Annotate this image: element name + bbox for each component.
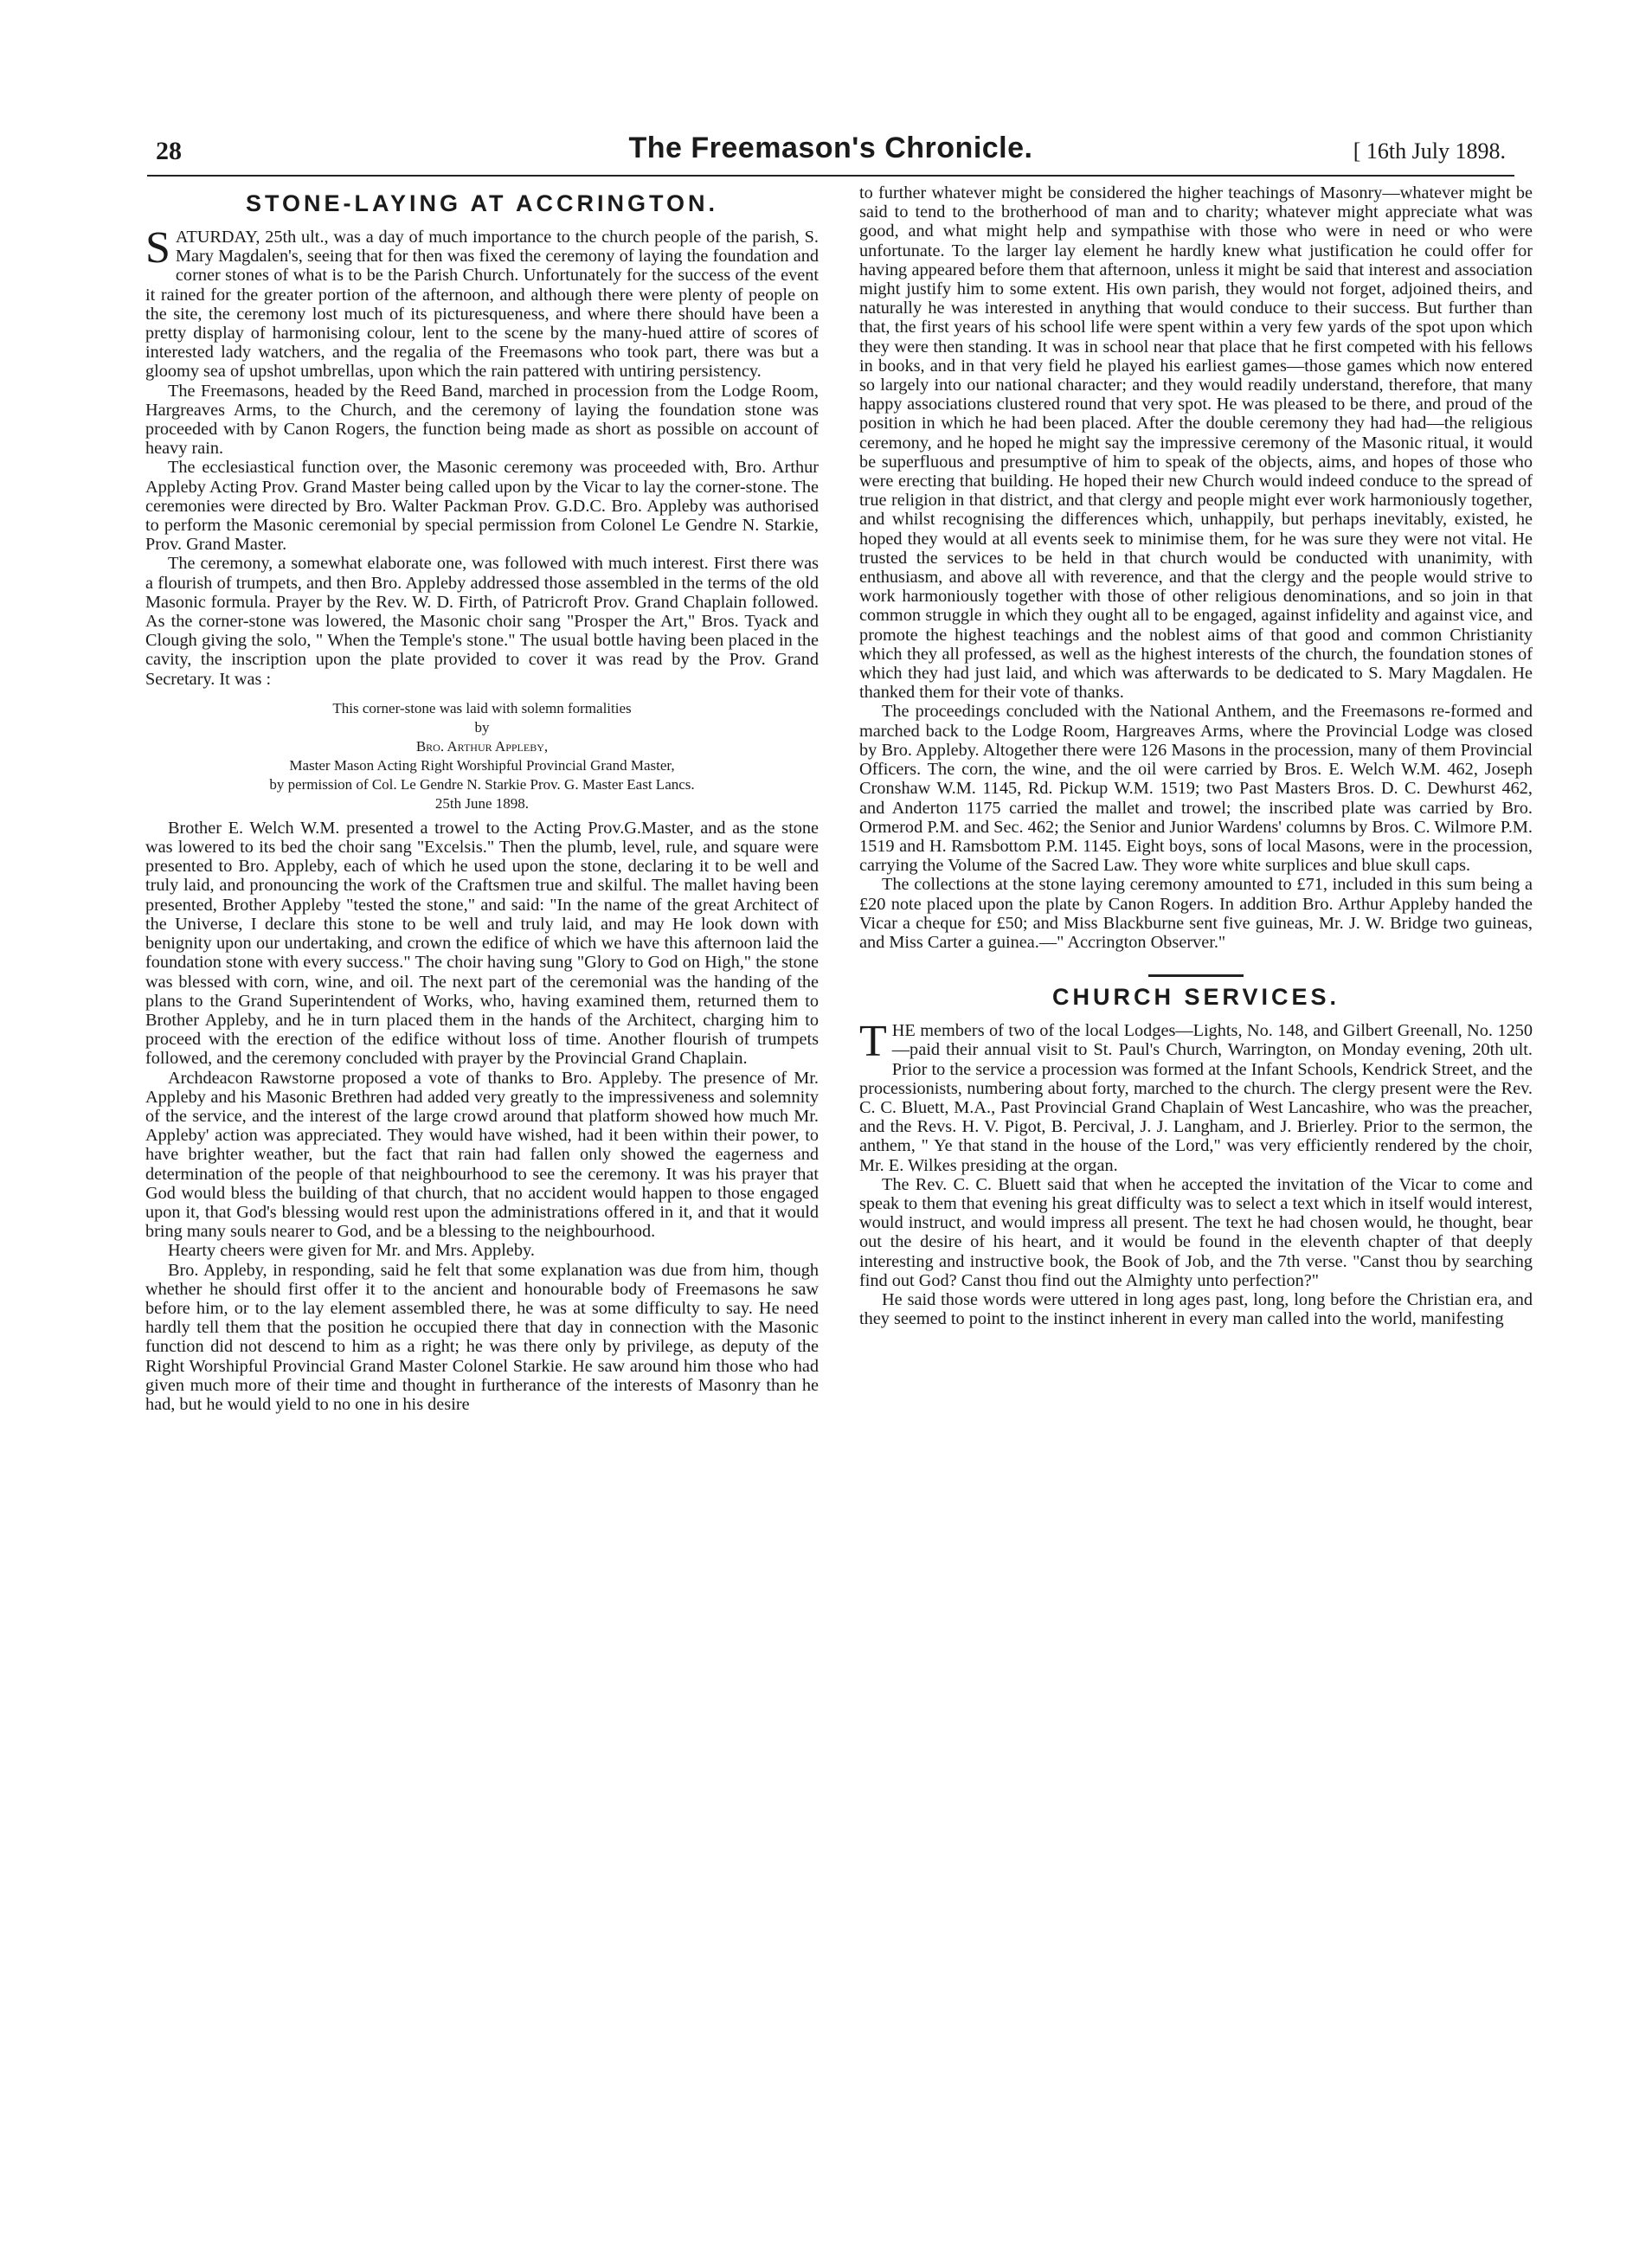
- article-paragraph: The ceremony, a somewhat elaborate one, was followed with much interest. First there was a flourish of trumpets, and then Bro. Appleby addressed those assembled in the terms of the old Masonic formula. Prayer by the Rev. W. D. Firth, of Patricroft Prov. Grand Chaplain followed. As the corner-stone was lowered, the Masonic choir sang "Prosper the Art," Bros. Tyack and Clough giving the solo, " When the Temple's stone." The usual bottle having been placed in the cavity, the inscription upon the plate provided to cover it was read by the Prov. Grand Secretary. It was :: [145, 554, 819, 689]
- inscription-line: by permission of Col. Le Gendre N. Starkie Prov. G. Master East Lancs.: [269, 775, 695, 793]
- page-number: 28: [156, 137, 182, 165]
- inscription-line: 25th June 1898.: [434, 794, 530, 812]
- right-column: [859, 183, 1533, 1328]
- article-paragraph: Bro. Appleby, in responding, said he felt that some explanation was due from him, though whether he should first offer it to the ancient and honourable body of Freemasons he saw before him, or to the lay element assembled there, he was at some difficulty to say. He need hardly tell them that the position he occupied there that day in connection with the Masonic function did not descend to him as a right; he was there only by privilege, as deputy of the Right Worshipful Provincial Grand Master Colonel Starkie. He saw around him those who had given much more of their time and thought in furtherance of the interests of Masonry than he had, but he would yield to no one in his desire: [145, 1260, 819, 1414]
- article-paragraph: SATURDAY, 25th ult., was a day of much importance to the church people of the parish, S. Mary Magdalen's, seeing that for then was fixed the ceremony of laying the foundation and corner stones of what is to be the Parish Church. Unfortunately for the success of the event it rained for the greater portion of the afternoon, and although there were plenty of people on the site, the ceremony lost much of its picturesqueness, and where there should have been a pretty display of harmonising colour, lent to the scene by the many-hued attire of scores of interested lady watchers, and the regalia of the Freemasons who took part, there was but a gloomy sea of upshot umbrellas, upon which the rain pattered with untiring persistency.: [145, 223, 819, 382]
- article-paragraph: Hearty cheers were given for Mr. and Mrs. Appleby.: [168, 1241, 535, 1261]
- inscription-line: Master Mason Acting Right Worshipful Provincial Grand Master,: [289, 756, 675, 774]
- article-paragraph: The Freemasons, headed by the Reed Band, marched in procession from the Lodge Room, Hargreaves Arms, to the Church, and the ceremony of laying the foundation stone was proceeded with by Canon Rogers, the function being made as short as possible on account of heavy rain.: [145, 381, 819, 459]
- article-paragraph: to further whatever might be considered the higher teachings of Masonry—whatever might be said to tend to the brotherhood of man and to charity; whatever might appreciate what was good, and what might help and sympathise with those who were in need or who were unfortunate. To the larger lay element he hardly knew what justification he could offer for having appeared before them that afternoon, unless it might be said that interest and association might justify him to some extent. His own parish, they would not forget, adjoined theirs, and naturally he was interested in anything that would conduce to their success. But further than that, the first years of his school life were spent within a very few yards of the spot upon which they were then standing. It was in school near that place that he first competed with his fellows in books, and in that very field he played his earliest games—those games which now entered so largely into our national character; and they would readily understand, therefore, that many happy associations clustered round that very spot. He was pleased to be there, and proud of the position in which he had been placed. After the double ceremony they had had—the religious ceremony, and he hoped he might say the impressive ceremony of the Masonic ritual, it would be superfluous and presumptive of him to speak of the objects, aims, and hopes of those who were erecting that building. He hoped their new Church would indeed conduce to the spread of true religion in that district, and that clergy and people might ever work harmoniously together, and whilst recognising the differences which, unhappily, but perhaps inevitably, existed, he hoped they would at all events seek to minimise them, for he was sure they were not vital. He trusted the services to be held in that church would be conducted with unanimity, with enthusiasm, and above all with reverence, and that the clergy and the people would strive to work harmoniously together with those of other religious denominations, and so join in that common struggle in which they ought all to be engaged, against infidelity and against vice, and promote the highest teachings and the noblest aims of that good and common Christianity which they all professed, as well as the highest interests of the church, the foundation stones of which they had just laid, and which was afterwards to be dedicated to S. Mary Magdalen. He thanked them for their vote of thanks.: [859, 183, 1533, 703]
- article-paragraph: THE members of two of the local Lodges—Lights, No. 148, and Gilbert Greenall, No. 1250—paid their annual visit to St. Paul's Church, Warrington, on Monday evening, 20th ult. Prior to the service a procession was formed at the Infant Schools, Kendrick Street, and the processionists, numbering about forty, marched to the church. The clergy present were the Rev. C. C. Bluett, M.A., Past Provincial Grand Chaplain of West Lancashire, who was the preacher, and the Revs. H. V. Pigot, B. Percival, J. J. Langham, and J. Brierley. Prior to the sermon, the anthem, " Ye that stand in the house of the Lord," was very efficiently rendered by the choir, Mr. E. Wilkes presiding at the organ.: [859, 1017, 1533, 1175]
- page-header: [147, 130, 1514, 173]
- stone-inscription: [145, 699, 819, 813]
- article-paragraph: The ecclesiastical function over, the Masonic ceremony was proceeded with, Bro. Arthur Appleby Acting Prov. Grand Master being called upon by the Vicar to lay the corner-stone. The ceremonies were directed by Bro. Walter Packman Prov. G.D.C. Bro. Appleby was authorised to perform the Masonic ceremonial by special permission from Colonel Le Gendre N. Starkie, Prov. Grand Master.: [145, 458, 819, 555]
- article-title-church-services: CHURCH SERVICES.: [1051, 984, 1340, 1011]
- article-paragraph: He said those words were uttered in long ages past, long, long before the Christian era, and they seemed to point to the instinct inherent in every man called into the world, manifesting: [859, 1289, 1533, 1329]
- article-paragraph: The proceedings concluded with the National Anthem, and the Freemasons re-formed and marched back to the Lodge Room, Hargreaves Arms, where the Provincial Lodge was closed by Bro. Appleby. Altogether there were 126 Masons in the procession, many of them Provincial Officers. The corn, the wine, and the oil were carried by Bros. E. Welch W.M. 462, Joseph Cronshaw W.M. 1145, Rd. Pickup W.M. 1519; two Past Masters Bros. D. C. Dewhurst 462, and Anderton 1175 carried the mallet and trowel; the inscribed plate was carried by Bro. Ormerod P.M. and Sec. 462; the Senior and Junior Wardens' columns by Bros. C. Wilmore P.M. 1519 and H. Ramsbottom P.M. 1145. Eight boys, sons of local Masons, were in the procession, carrying the Volume of the Sacred Law. They wore white surplices and blue skull caps.: [859, 702, 1533, 876]
- inscription-line: This corner-stone was laid with solemn formalities: [332, 699, 632, 716]
- header-rule: [147, 175, 1514, 177]
- article-title-stone-laying: STONE-LAYING AT ACCRINGTON.: [245, 190, 719, 216]
- article-paragraph: The Rev. C. C. Bluett said that when he accepted the invitation of the Vicar to come and speak to them that evening his great difficulty was to select a text which in itself would interest, would instruct, and would impress all present. The text he had chosen would, he thought, bear out the desire of his heart, and it would be found in the eleventh chapter of that deeply interesting and instructive book, the Book of Job, and the 7th verse. "Canst thou by searching find out God? Canst thou find out the Almighty unto perfection?": [859, 1174, 1533, 1290]
- drop-cap: T: [859, 1017, 887, 1067]
- article-paragraph: Brother E. Welch W.M. presented a trowel to the Acting Prov.G.Master, and as the stone was lowered to its bed the choir sang "Excelsis." Then the plumb, level, rule, and square were presented to Bro. Appleby, each of which he used upon the stone, declaring it to be well and truly laid, and pronouncing the work of the Craftsmen true and skilful. The mallet having been presented, Brother Appleby "tested the stone," and said: "In the name of the great Architect of the Universe, I declare this stone to be well and truly laid, and may He look down with benignity upon our undertaking, and crown the edifice of which we have this afternoon laid the foundation stone with every success." The choir having sung "Glory to God on High," the stone was blessed with corn, wine, and oil. The next part of the ceremonial was the handing of the plans to the Grand Superintendent of Works, who, having examined them, returned them to Brother Appleby, and he in turn placed them in the hands of the Architect, charging him to proceed with the erection of the edifice without loss of time. Another flourish of trumpets followed, and the ceremony concluded with prayer by the Provincial Grand Chaplain.: [145, 818, 819, 1069]
- article-paragraph: Archdeacon Rawstorne proposed a vote of thanks to Bro. Appleby. The presence of Mr. Appleby and his Masonic Brethren had added very greatly to the impressiveness and solemnity of the service, and the interest of the large crowd around that platform showed how much Mr. Appleby' action was appreciated. They would have wished, had it been within their power, to have brighter weather, but the fact that rain had fallen only showed the eagerness and determination of the people of that neighbourhood to see the ceremony. It was his prayer that God would bless the building of that church, that no accident would happen to those engaged upon it, that God's blessing would rest upon the administrations offered in it, and that it would bring many souls nearer to God, and be a blessing to the neighbourhood.: [145, 1068, 819, 1242]
- left-column: [145, 183, 819, 1414]
- issue-date: [ 16th July 1898.: [1353, 138, 1506, 164]
- drop-cap: S: [145, 223, 170, 273]
- article-paragraph: The collections at the stone laying ceremony amounted to £71, included in this sum being a £20 note placed upon the plate by Canon Rogers. In addition Bro. Arthur Appleby handed the Vicar a cheque for £50; and Miss Blackburne sent five guineas, Mr. J. W. Bridge two guineas, and Miss Carter a guinea.—" Accrington Observer.": [859, 875, 1533, 952]
- inscription-line: Bro. Arthur Appleby,: [415, 737, 549, 755]
- inscription-line: by: [474, 718, 490, 736]
- publication-title: The Freemason's Chronicle.: [628, 132, 1033, 164]
- section-divider: [1148, 974, 1244, 977]
